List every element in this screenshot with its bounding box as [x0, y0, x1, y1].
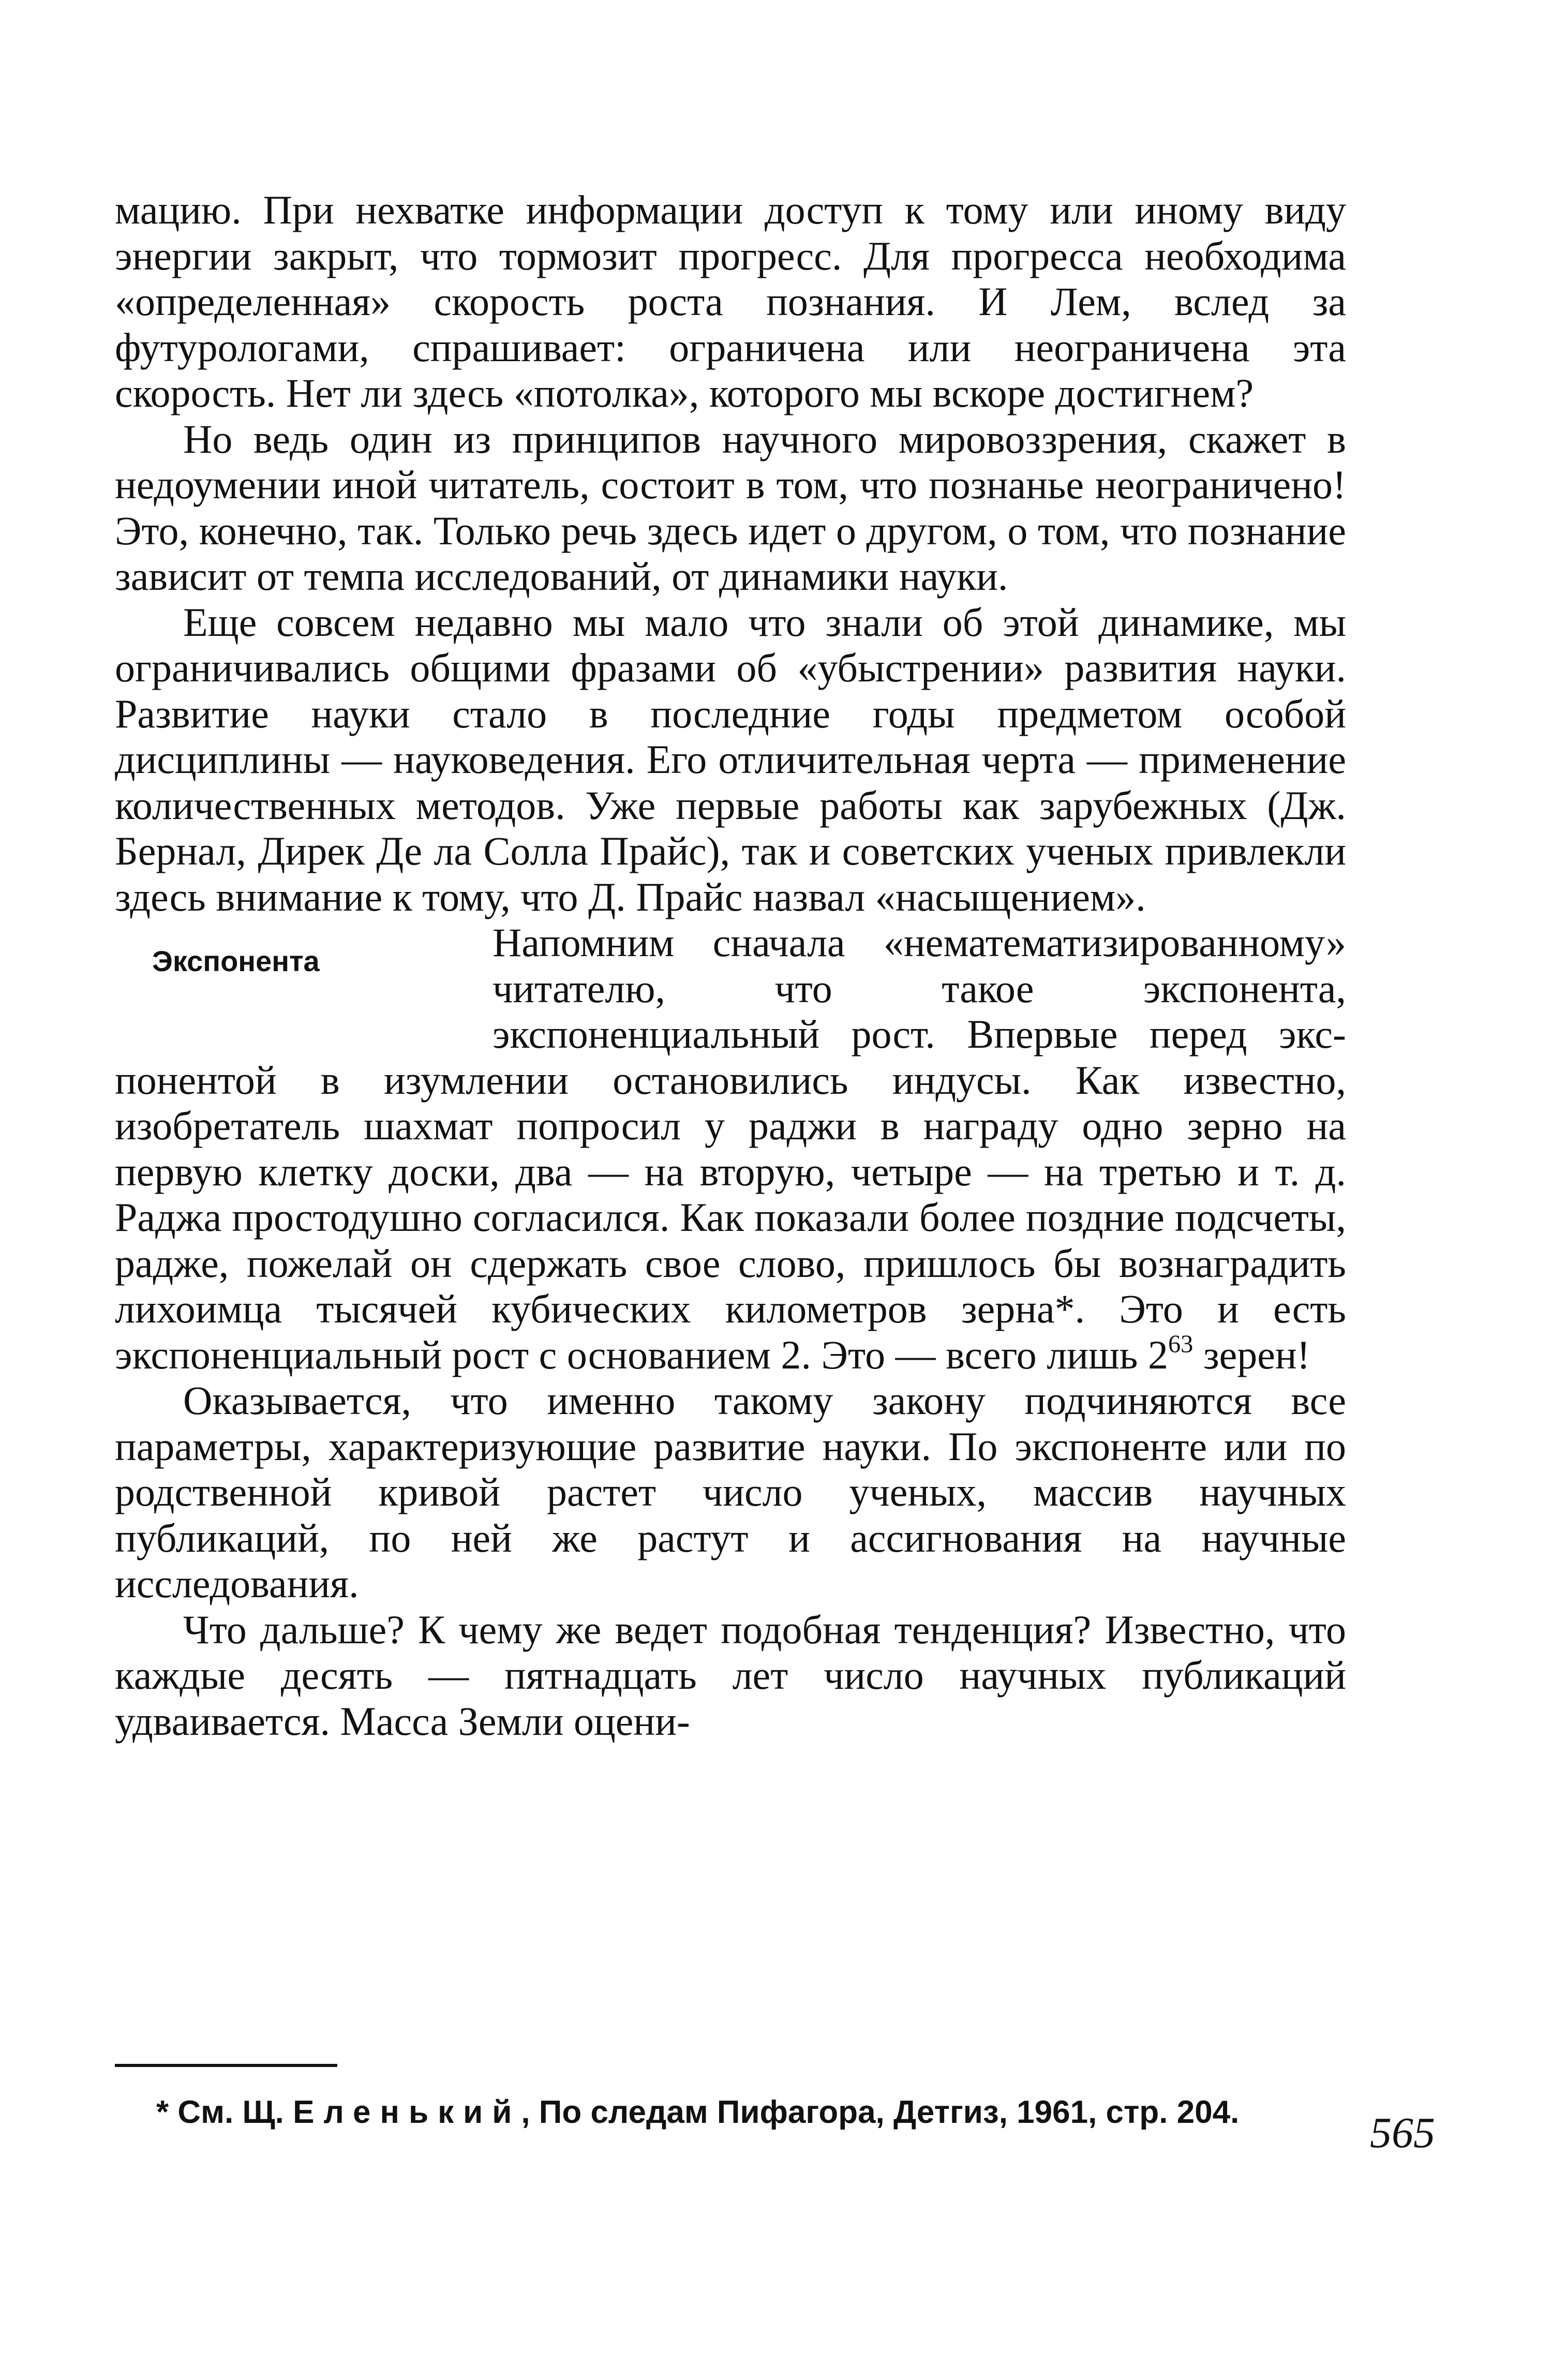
footnote-mark: *: [156, 2094, 169, 2130]
footnote-citation: , По следам Пифагора, Детгиз, 1961, стр. 204.: [521, 2094, 1240, 2130]
paragraph-4-end: зерен!: [1193, 1332, 1310, 1377]
paragraph-3: Еще совсем недавно мы мало что знали об этой динамике, мы ограничивались общими фразами об «убыстрении» развития науки. Развитие науки стало в последние годы предметом особой дисциплины — науковедения. Его отличительная черта — применение количественных методов. Уже первые работы как зарубежных (Дж. Бернал, Дирек Де ла Солла Прайс), так и советских ученых привлекли здесь внимание к тому, что Д. Прайс назвал «насыщением».: [115, 599, 1346, 919]
page-number: 565: [1370, 2109, 1435, 2157]
paragraph-4-wrap: [115, 920, 1346, 1378]
paragraph-1: мацию. При нехватке информации доступ к тому или иному виду энергии закрыт, что тормозит прогресс. Для прогресса необходима «определенная» скорость роста познания. И Лем, вслед за футурологами, спрашивает: ограничена или неограничена эта скорость. Нет ли здесь «потолка», которого мы вскоре достигнем?: [115, 187, 1346, 415]
footnote-author: Еленький: [293, 2094, 521, 2130]
footnote-divider: [115, 2064, 337, 2067]
footnote-prefix: См. Щ.: [177, 2094, 293, 2130]
paragraph-6: Что дальше? К чему же ведет подобная тенденция? Известно, что каждые десять — пятнадцать лет число научных публикаций удваивается. Масса Земли оцени-: [115, 1606, 1346, 1744]
paragraph-4-text: Напомним сначала «нематематизированному» читателю, что такое экспонента, экспоненциальный рост. Впервые перед экспонентой в изумлении остановились индусы. Как известно, изобретатель шахмат попросил у раджи в награду одно зерно на первую клетку доски, два — на вторую, четыре — на третью и т. д. Раджа простодушно согласился. Как показали более поздние подсчеты, радже, пожелай он сдержать свое слово, пришлось бы вознаградить лихоимца тысячей кубических километров зерна*. Это и есть экспоненциальный рост с основанием 2. Это — всего лишь 2: [115, 920, 1346, 1377]
main-text: [115, 187, 1346, 1744]
paragraph-5: Оказывается, что именно такому закону подчиняются все параметры, характеризующие развитие науки. По экспоненте или по родственной кривой растет число ученых, массив научных публикаций, по ней же растут и ассигнования на научные исследования.: [115, 1378, 1346, 1606]
margin-heading: Экспонента: [152, 945, 320, 977]
footnote: [115, 2094, 1346, 2131]
exponent: 63: [1168, 1330, 1193, 1358]
paragraph-2: Но ведь один из принципов научного мировоззрения, скажет в недоумении иной читатель, состоит в том, что познанье неограничено! Это, конечно, так. Только речь здесь идет о другом, о том, что познание зависит от темпа исследований, от динамики науки.: [115, 416, 1346, 599]
